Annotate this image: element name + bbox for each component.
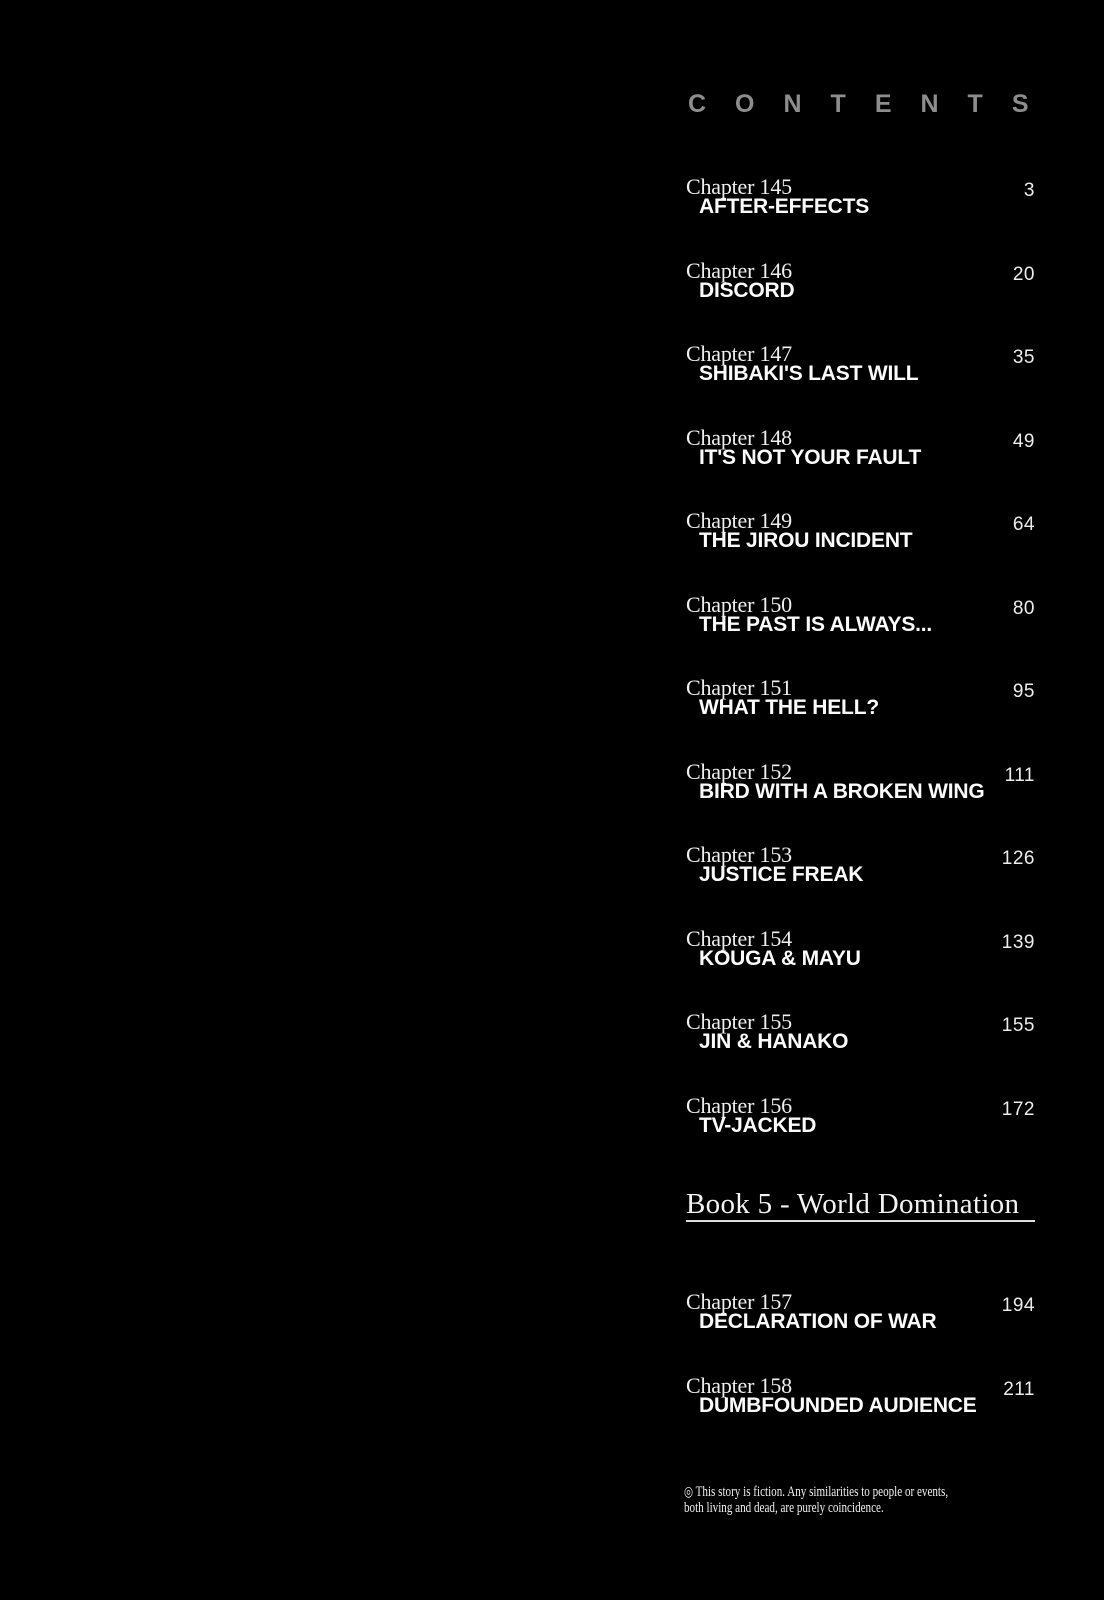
toc-entry [686,675,1035,762]
toc-entry [686,1092,1035,1180]
toc-entry [686,591,1035,679]
chapter-number-label: Chapter 148 [686,424,792,450]
toc-entry [686,925,1035,1013]
toc-entry [686,1372,1035,1460]
page-number: 211 [1003,1378,1035,1400]
chapter-title: AFTER-EFFECTS [699,195,870,218]
chapter-title: IT'S NOT YOUR FAULT [699,445,922,469]
book-section-header [686,1189,1035,1222]
chapter-number-label: Chapter 147 [686,341,792,366]
chapter-title: THE JIROU INCIDENT [699,529,913,552]
page-number: 194 [1001,1295,1035,1316]
toc-entry [686,842,1035,929]
toc-entry [686,257,1035,345]
toc-entry-text [686,591,933,636]
toc-entry [686,174,1035,261]
page-title: CONTENTS [688,90,1058,118]
toc-entry [686,758,1035,846]
toc-entry [686,424,1035,512]
toc-entry [686,1289,1035,1376]
toc-entry-text [686,174,870,218]
chapter-title: BIRD WITH A BROKEN WING [699,779,985,803]
chapter-title: THE PAST IS ALWAYS... [699,612,933,636]
toc-entry-text [686,1372,977,1417]
toc-entry-text [686,925,861,970]
page-number: 49 [1012,430,1035,452]
toc-entry-text [686,257,795,302]
page-number: 35 [1012,347,1035,368]
toc-entry [686,341,1035,428]
chapter-list-book5 [686,1289,1035,1459]
page-number: 155 [1001,1015,1035,1036]
disclaimer-note [684,1484,969,1516]
chapter-title: JIN & HANAKO [699,1030,849,1053]
chapter-title: JUSTICE FREAK [699,863,864,886]
chapter-title: KOUGA & MAYU [699,946,861,970]
page-number: 111 [1004,764,1035,786]
toc-entry-text [686,675,879,719]
page-number: 64 [1012,514,1035,535]
page-number: 20 [1012,263,1035,285]
page-number: 126 [1001,848,1035,869]
chapter-title: DISCORD [699,278,795,302]
chapter-number-label: Chapter 151 [686,675,792,700]
page-number: 139 [1001,931,1035,953]
toc-entry-text [686,341,919,385]
chapter-number-label: Chapter 146 [686,257,792,283]
toc-entry [686,1009,1035,1096]
chapter-number-label: Chapter 152 [686,758,792,784]
chapter-number-label: Chapter 154 [686,925,792,951]
toc-entry-text [686,758,985,803]
contents-column [684,0,1058,1600]
chapter-title: WHAT THE HELL? [699,696,879,719]
chapter-list-book4 [686,174,1035,1179]
page-number: 95 [1012,681,1035,702]
toc-entry-text [686,842,864,886]
page-number: 172 [1001,1098,1035,1120]
page-number: 3 [1023,180,1035,201]
toc-entry-text [686,1009,849,1053]
page-number: 80 [1012,597,1035,619]
chapter-number-label: Chapter 155 [686,1009,792,1034]
chapter-number-label: Chapter 156 [686,1092,792,1118]
toc-entry-text [686,508,913,552]
chapter-number-label: Chapter 150 [686,591,792,617]
chapter-number-label: Chapter 158 [686,1372,792,1398]
bullseye-icon: ◎ [684,1484,694,1500]
toc-entry-text [686,1289,937,1333]
disclaimer-text: This story is fiction. Any similarities to people or events, both living and dead, are purely coincidence. [684,1484,949,1516]
chapter-title: DECLARATION OF WAR [699,1310,937,1333]
chapter-number-label: Chapter 149 [686,508,792,533]
chapter-title: DUMBFOUNDED AUDIENCE [699,1393,977,1417]
chapter-number-label: Chapter 145 [686,174,792,199]
book-section-title: Book 5 - World Domination [686,1188,1020,1220]
chapter-title: SHIBAKI'S LAST WILL [699,362,919,385]
chapter-title: TV-JACKED [699,1113,817,1137]
toc-entry-text [686,1092,817,1137]
toc-entry-text [686,424,922,469]
toc-entry [686,508,1035,595]
chapter-number-label: Chapter 153 [686,842,792,867]
chapter-number-label: Chapter 157 [686,1289,792,1314]
